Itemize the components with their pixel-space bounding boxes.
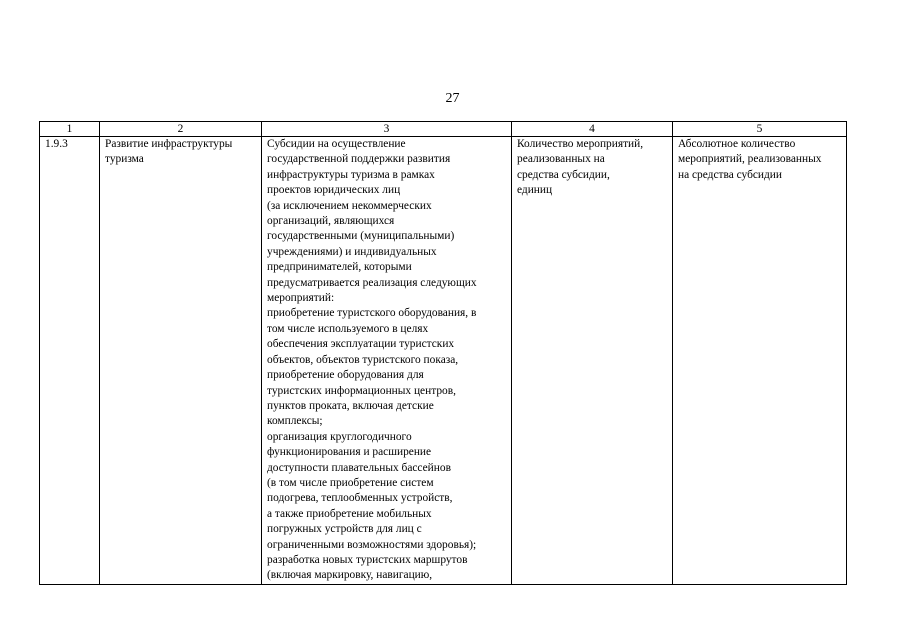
column-header-3: 3	[262, 122, 512, 137]
text-line: государственными (муниципальными)	[267, 230, 455, 243]
table-row	[40, 137, 847, 585]
text-line: (включая маркировку, навигацию,	[267, 569, 433, 582]
text-line: реализованных на	[517, 153, 605, 166]
text-line: организация круглогодичного	[267, 430, 412, 443]
row-method-cell	[673, 137, 847, 585]
row-code-cell: 1.9.3	[40, 137, 100, 585]
text-line: приобретение туристского оборудования, в	[267, 307, 477, 320]
text-line: государственной поддержки развития	[267, 153, 451, 166]
row-indicator-cell	[512, 137, 673, 585]
table-header-row	[40, 122, 847, 137]
text-line: проектов юридических лиц	[267, 184, 401, 197]
text-line: средства субсидии,	[517, 168, 610, 181]
text-line: Субсидии на осуществление	[267, 138, 406, 150]
text-line: объектов, объектов туристского показа,	[267, 353, 459, 366]
text-line: пунктов проката, включая детские	[267, 399, 434, 412]
text-line: туристских информационных центров,	[267, 384, 456, 397]
page-number: 27	[445, 91, 460, 106]
text-line: комплексы;	[267, 415, 323, 428]
text-line: том числе используемого в целях	[267, 322, 429, 335]
text-line: мероприятий, реализованных	[678, 153, 822, 166]
text-line: Абсолютное количество	[678, 138, 796, 150]
indicator-table	[39, 121, 847, 585]
row-description-cell	[262, 137, 512, 585]
row-name-cell	[100, 137, 262, 585]
text-line: организаций, являющихся	[267, 215, 395, 228]
text-line: инфраструктуры туризма в рамках	[267, 168, 435, 181]
column-header-4: 4	[512, 122, 673, 137]
text-line: функционирования и расширение	[267, 446, 432, 459]
text-line: мероприятий:	[267, 292, 335, 305]
text-line: Количество мероприятий,	[517, 138, 644, 150]
text-line: погружных устройств для лиц с	[267, 523, 422, 536]
text-line: обеспечения эксплуатации туристских	[267, 338, 455, 351]
column-header-1: 1	[40, 122, 100, 137]
text-line: предусматривается реализация следующих	[267, 276, 477, 289]
text-line: (в том числе приобретение систем	[267, 476, 434, 489]
text-line: доступности плавательных бассейнов	[267, 461, 451, 474]
text-line: а также приобретение мобильных	[267, 507, 432, 520]
column-header-5: 5	[673, 122, 847, 137]
text-line: приобретение оборудования для	[267, 369, 424, 382]
text-line: разработка новых туристских маршрутов	[267, 553, 468, 566]
text-line: Развитие инфраструктуры	[105, 138, 233, 150]
text-line: (за исключением некоммерческих	[267, 199, 432, 212]
text-line: туризма	[105, 153, 144, 166]
text-line: на средства субсидии	[678, 168, 783, 181]
text-line: единиц	[517, 184, 553, 197]
text-line: ограниченными возможностями здоровья);	[267, 538, 477, 551]
text-line: учреждениями) и индивидуальных	[267, 245, 437, 258]
text-line: предпринимателей, которыми	[267, 261, 412, 274]
text-line: подогрева, теплообменных устройств,	[267, 492, 453, 505]
column-header-2: 2	[100, 122, 262, 137]
